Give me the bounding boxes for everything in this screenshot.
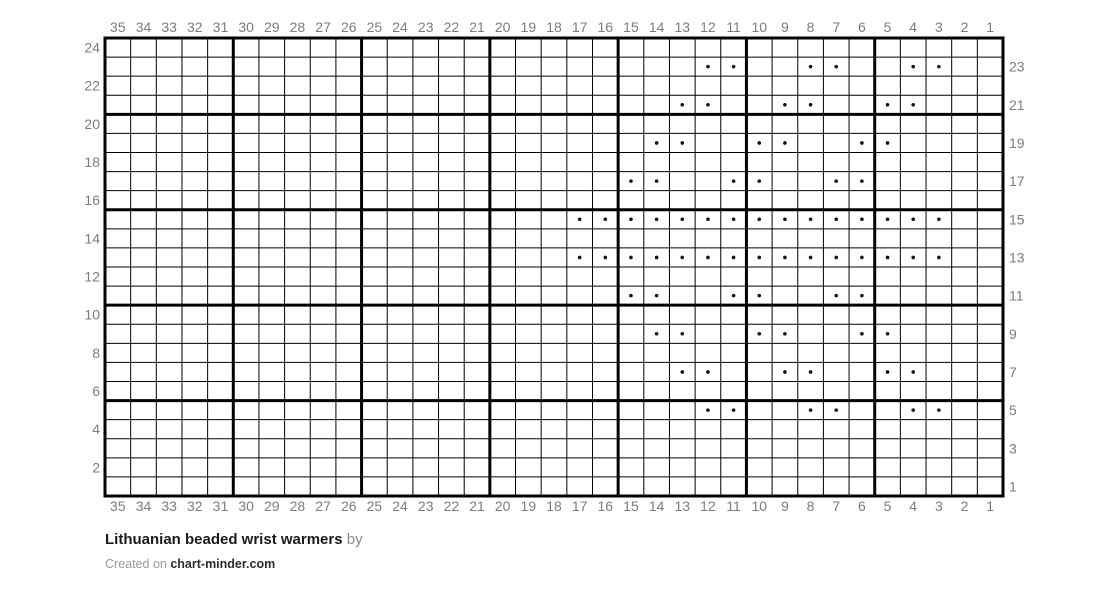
bead-dot [757, 332, 761, 336]
column-label-bottom: 25 [366, 498, 383, 514]
bead-dot [886, 217, 890, 221]
row-label-left: 24 [84, 39, 100, 56]
column-label-bottom: 14 [648, 498, 665, 514]
bead-dot [706, 65, 710, 69]
column-label-top: 31 [212, 19, 229, 35]
column-label-top: 13 [674, 19, 691, 35]
row-label-left: 4 [92, 421, 100, 438]
row-label-left: 18 [84, 154, 100, 171]
column-label-top: 28 [289, 19, 306, 35]
column-label-bottom: 8 [806, 498, 815, 514]
bead-dot [783, 332, 787, 336]
bead-dot [629, 256, 633, 260]
bead-dot [757, 256, 761, 260]
row-label-right: 1 [1009, 478, 1017, 495]
bead-dot [783, 103, 787, 107]
row-label-left: 8 [92, 344, 100, 361]
bead-dot [732, 256, 736, 260]
bead-dot [706, 408, 710, 412]
column-label-top: 18 [546, 19, 562, 35]
bead-dot [886, 370, 890, 374]
bead-dot [809, 370, 813, 374]
row-label-right: 11 [1009, 287, 1024, 304]
column-label-bottom: 27 [315, 498, 331, 514]
column-label-top: 29 [263, 19, 280, 35]
column-label-top: 10 [751, 19, 768, 35]
row-label-right: 7 [1009, 363, 1017, 380]
chart-footer [105, 531, 363, 571]
bead-dot [578, 256, 582, 260]
column-label-top: 4 [909, 19, 918, 35]
bead-dot [732, 65, 736, 69]
column-label-bottom: 21 [469, 498, 485, 514]
credit-line [105, 557, 363, 571]
column-label-top: 3 [934, 19, 943, 35]
bead-dot [604, 256, 608, 260]
column-label-top: 35 [110, 19, 126, 35]
column-label-bottom: 32 [187, 498, 203, 514]
column-label-top: 19 [520, 19, 537, 35]
row-label-right: 3 [1009, 440, 1017, 457]
bead-dot [937, 65, 941, 69]
column-label-top: 14 [648, 19, 665, 35]
bead-dot [732, 408, 736, 412]
column-label-bottom: 34 [135, 498, 152, 514]
column-label-bottom: 9 [781, 498, 789, 514]
column-label-top: 16 [597, 19, 614, 35]
bead-dot [732, 294, 736, 298]
bead-dot [809, 65, 813, 69]
bead-dot [937, 408, 941, 412]
bead-dot [911, 65, 915, 69]
bead-dot [783, 217, 787, 221]
column-label-top: 23 [417, 19, 434, 35]
bead-dot [680, 370, 684, 374]
bead-dot [680, 141, 684, 145]
column-label-bottom: 5 [883, 498, 892, 514]
row-label-right: 13 [1009, 249, 1025, 266]
bead-dot [911, 370, 915, 374]
column-label-bottom: 31 [212, 498, 229, 514]
column-label-bottom: 20 [494, 498, 511, 514]
bead-dot [706, 256, 710, 260]
bead-dot [757, 294, 761, 298]
column-label-bottom: 2 [960, 498, 969, 514]
bead-dot [834, 65, 838, 69]
row-label-left: 12 [84, 268, 100, 285]
row-label-right: 17 [1009, 173, 1025, 190]
row-label-right: 19 [1009, 134, 1025, 151]
column-label-top: 21 [469, 19, 485, 35]
bead-dot [732, 217, 736, 221]
column-label-top: 24 [392, 19, 408, 35]
bead-dot [629, 179, 633, 183]
column-label-top: 17 [571, 19, 588, 35]
column-label-bottom: 30 [238, 498, 254, 514]
bead-dot [783, 141, 787, 145]
row-label-left: 22 [84, 77, 100, 94]
column-label-top: 8 [806, 19, 815, 35]
bead-dot [860, 294, 864, 298]
column-label-bottom: 11 [726, 498, 741, 514]
bead-dot [783, 256, 787, 260]
column-label-bottom: 17 [571, 498, 588, 514]
bead-dot [629, 294, 633, 298]
column-label-bottom: 29 [263, 498, 280, 514]
column-label-top: 1 [986, 19, 995, 35]
bead-dot [860, 141, 864, 145]
column-label-bottom: 6 [857, 498, 866, 514]
bead-dot [860, 217, 864, 221]
bead-dot [578, 217, 582, 221]
bead-dot [809, 408, 813, 412]
bead-dot [809, 256, 813, 260]
column-label-bottom: 16 [597, 498, 614, 514]
bead-dot [809, 103, 813, 107]
row-label-right: 9 [1009, 325, 1017, 342]
bead-dot [834, 294, 838, 298]
column-label-bottom: 22 [443, 498, 460, 514]
column-label-bottom: 3 [934, 498, 943, 514]
column-label-top: 20 [494, 19, 511, 35]
bead-dot [655, 141, 659, 145]
bead-dot [937, 217, 941, 221]
row-label-right: 21 [1009, 96, 1025, 113]
row-label-left: 20 [84, 115, 100, 132]
bead-dot [706, 370, 710, 374]
bead-dot [886, 141, 890, 145]
bead-dot [680, 332, 684, 336]
bead-dot [655, 217, 659, 221]
bead-dot [834, 217, 838, 221]
column-label-bottom: 7 [832, 498, 841, 514]
bead-dot [783, 370, 787, 374]
row-label-right: 23 [1009, 58, 1025, 75]
bead-dot [834, 179, 838, 183]
bead-dot [860, 256, 864, 260]
column-label-bottom: 1 [986, 498, 995, 514]
column-label-top: 26 [340, 19, 357, 35]
bead-dot [911, 103, 915, 107]
column-label-bottom: 4 [909, 498, 918, 514]
bead-dot [680, 217, 684, 221]
column-label-top: 34 [135, 19, 152, 35]
row-label-left: 2 [92, 459, 100, 476]
column-label-top: 25 [366, 19, 383, 35]
row-label-left: 16 [84, 192, 100, 209]
bead-dot [604, 217, 608, 221]
column-label-bottom: 13 [674, 498, 691, 514]
column-label-bottom: 35 [110, 498, 126, 514]
bead-dot [860, 332, 864, 336]
credit-prefix: Created on [105, 557, 167, 571]
credit-site-name: chart-minder.com [170, 557, 276, 571]
bead-dot [834, 256, 838, 260]
column-label-top: 11 [726, 19, 741, 35]
bead-dot [860, 179, 864, 183]
column-label-top: 7 [832, 19, 841, 35]
column-label-top: 2 [960, 19, 969, 35]
bead-dot [911, 256, 915, 260]
bead-dot [834, 408, 838, 412]
bead-dot [886, 103, 890, 107]
bead-dot [706, 217, 710, 221]
column-label-bottom: 26 [340, 498, 357, 514]
column-label-top: 27 [315, 19, 331, 35]
column-label-bottom: 18 [546, 498, 562, 514]
bead-dot [757, 217, 761, 221]
bead-dot [655, 179, 659, 183]
bead-dot [757, 141, 761, 145]
column-label-top: 12 [700, 19, 716, 35]
column-label-bottom: 23 [417, 498, 434, 514]
column-label-top: 32 [187, 19, 203, 35]
bead-dot [937, 256, 941, 260]
title-line [105, 531, 363, 548]
column-label-bottom: 24 [392, 498, 408, 514]
column-label-bottom: 33 [161, 498, 177, 514]
bead-dot [809, 217, 813, 221]
column-label-bottom: 19 [520, 498, 537, 514]
column-label-bottom: 12 [700, 498, 716, 514]
column-label-top: 33 [161, 19, 177, 35]
column-label-top: 6 [857, 19, 866, 35]
bead-dot [886, 256, 890, 260]
bead-dot [655, 332, 659, 336]
chart-title: Lithuanian beaded wrist warmers [105, 531, 343, 548]
column-label-top: 30 [238, 19, 254, 35]
bead-dot [655, 256, 659, 260]
row-label-right: 15 [1009, 211, 1025, 228]
bead-dot [911, 408, 915, 412]
column-label-bottom: 15 [623, 498, 639, 514]
column-label-top: 22 [443, 19, 460, 35]
row-label-left: 10 [84, 306, 100, 323]
column-label-bottom: 10 [751, 498, 768, 514]
row-label-left: 14 [84, 230, 100, 247]
column-label-bottom: 28 [289, 498, 306, 514]
bead-dot [886, 332, 890, 336]
row-label-right: 5 [1009, 402, 1017, 419]
column-label-top: 5 [883, 19, 892, 35]
bead-dot [655, 294, 659, 298]
bead-dot [706, 103, 710, 107]
bead-dot [629, 217, 633, 221]
bead-dot [680, 103, 684, 107]
column-label-top: 9 [781, 19, 789, 35]
bead-dot [732, 179, 736, 183]
bead-dot [680, 256, 684, 260]
bead-dot [911, 217, 915, 221]
column-label-top: 15 [623, 19, 639, 35]
bead-dot [757, 179, 761, 183]
chart-byline: by [346, 531, 363, 548]
row-label-left: 6 [92, 383, 100, 400]
